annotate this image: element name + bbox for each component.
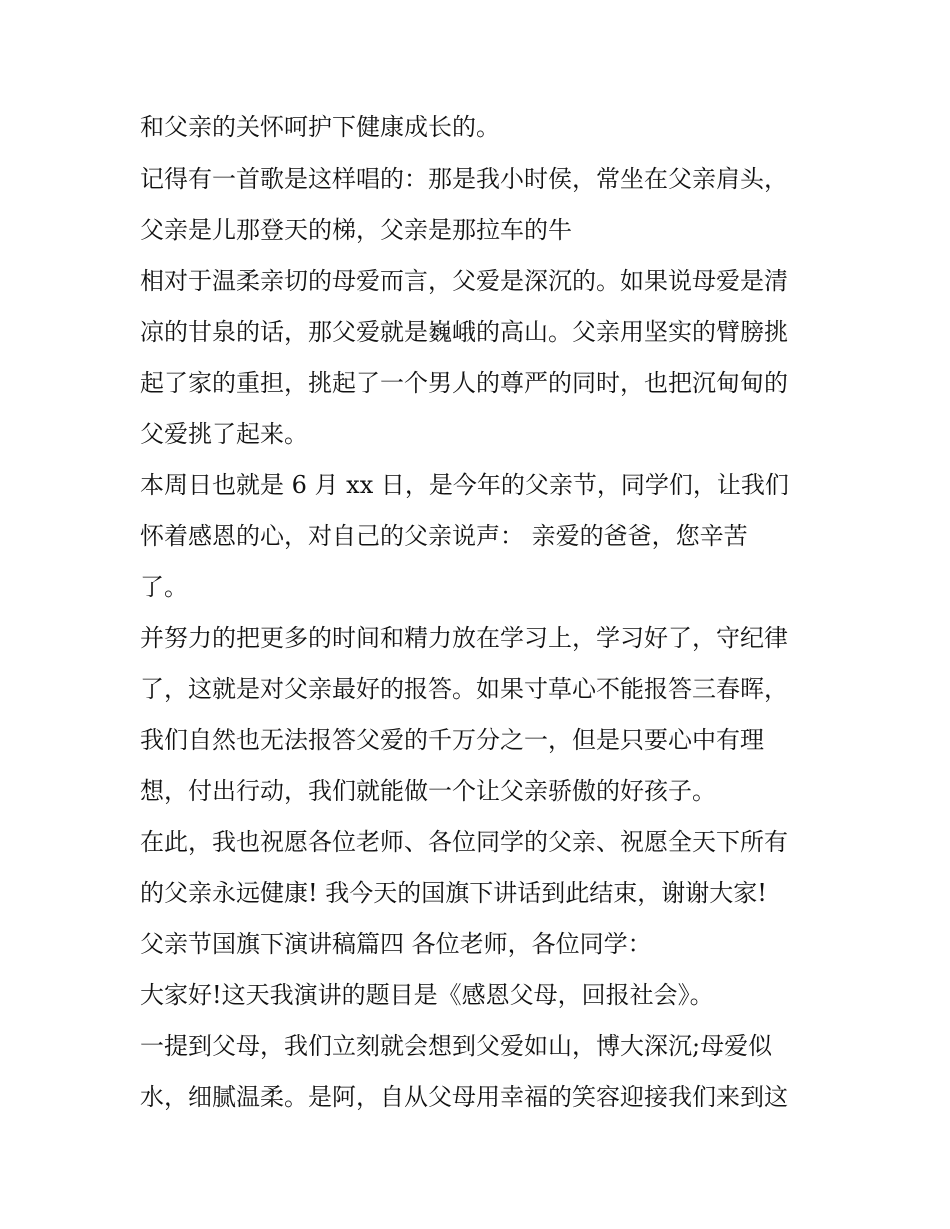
text-line: 并努力的把更多的时间和精力放在学习上，学习好了，守纪律 [140,624,788,652]
text-line: 了，这就是对父亲最好的报答。如果寸草心不能报答三春晖， [140,675,788,703]
text-line: 和父亲的关怀呵护下健康成长的。 [140,113,500,141]
text-line: 我们自然也无法报答父爱的千万分之一，但是只要心中有理 [140,726,764,754]
text-line: 凉的甘泉的话，那父爱就是巍峨的高山。父亲用坚实的臂膀挑 [140,318,788,346]
text-line: 了。 [140,573,188,601]
text-line: 相对于温柔亲切的母爱而言，父爱是深沉的。如果说母爱是清 [140,267,788,295]
text-line: 在此，我也祝愿各位老师、各位同学的父亲、祝愿全天下所有 [140,828,788,856]
text-line: 水，细腻温柔。是阿，自从父母用幸福的笑容迎接我们来到这 [140,1083,788,1111]
text-line: 记得有一首歌是这样唱的：那是我小时侯，常坐在父亲肩头， [140,165,788,193]
text-line: 怀着感恩的心，对自己的父亲说声： 亲爱的爸爸，您辛苦 [140,522,748,550]
text-line: 父亲节国旗下演讲稿篇四 各位老师，各位同学： [140,930,652,958]
text-line: 想，付出行动，我们就能做一个让父亲骄傲的好孩子。 [140,777,716,805]
text-line: 一提到父母，我们立刻就会想到父爱如山，博大深沉;母爱似 [140,1032,773,1060]
text-line: 起了家的重担，挑起了一个男人的尊严的同时，也把沉甸甸的 [140,369,788,397]
text-line: 大家好!这天我演讲的题目是《感恩父母，回报社会》。 [140,981,714,1009]
text-line: 本周日也就是 6 月 xx 日，是今年的父亲节，同学们，让我们 [140,471,789,499]
text-line: 父爱挑了起来。 [140,420,308,448]
text-line: 父亲是儿那登天的梯，父亲是那拉车的牛 [140,216,572,244]
text-line: 的父亲永远健康! 我今天的国旗下讲话到此结束，谢谢大家! [140,879,767,907]
